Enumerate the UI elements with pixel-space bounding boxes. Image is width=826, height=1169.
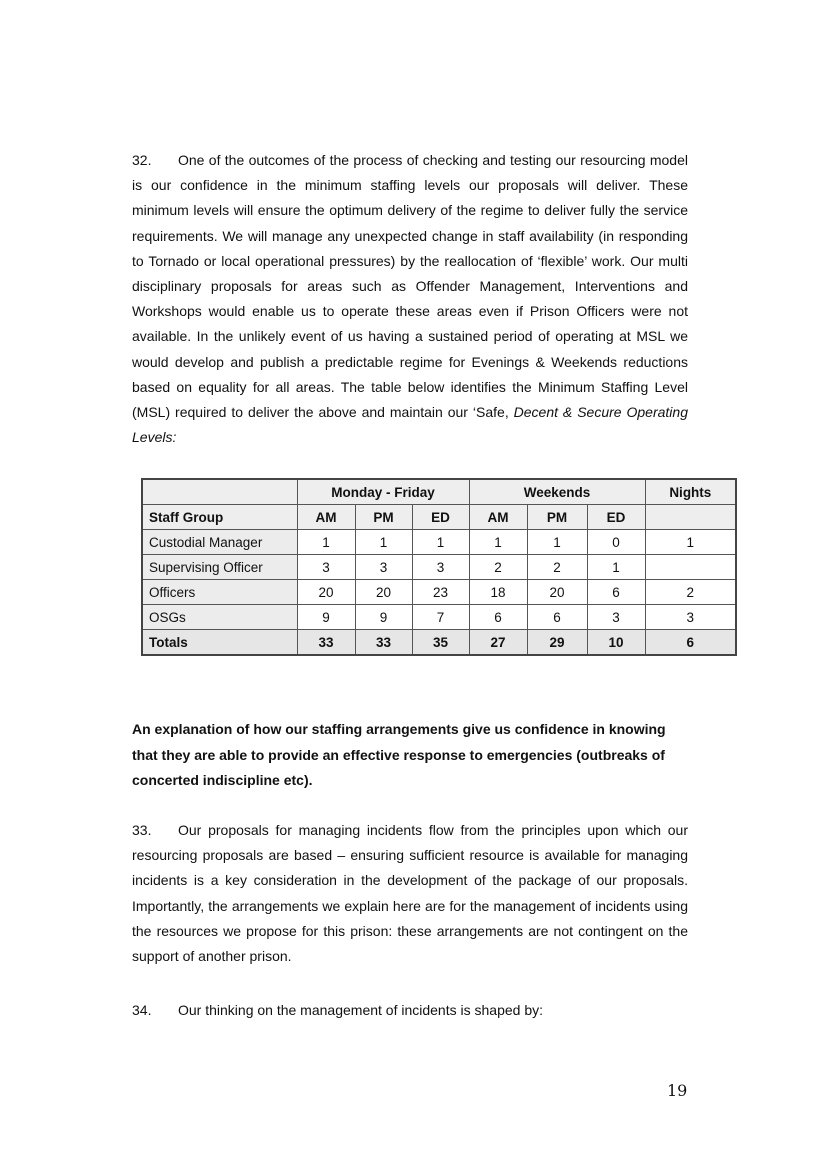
staffing-table [141, 478, 737, 656]
paragraph-34 [132, 998, 688, 1023]
header-weekend-ed: ED [587, 505, 645, 530]
paragraph-number: 32. [132, 152, 152, 168]
table-cell-label: Custodial Manager [142, 530, 297, 555]
header-weekday-pm: PM [355, 505, 412, 530]
paragraph-32 [132, 148, 688, 450]
paragraph-number: 34. [132, 1002, 152, 1018]
totals-cell: 33 [297, 630, 355, 656]
table-cell-label: Officers [142, 580, 297, 605]
table-cell: 1 [469, 530, 527, 555]
table-cell: 3 [297, 555, 355, 580]
table-cell: 7 [412, 605, 469, 630]
page-number: 19 [667, 1081, 688, 1100]
table-cell: 23 [412, 580, 469, 605]
paragraph-end: : [172, 429, 177, 446]
table-cell: 3 [645, 605, 736, 630]
table-cell: 9 [297, 605, 355, 630]
table-cell: 2 [469, 555, 527, 580]
table-cell: 20 [527, 580, 587, 605]
header-weekend-am: AM [469, 505, 527, 530]
table-cell-label: OSGs [142, 605, 297, 630]
totals-cell: 27 [469, 630, 527, 656]
header-nights: Nights [645, 479, 736, 505]
table-cell: 18 [469, 580, 527, 605]
table-row [142, 580, 736, 605]
table-cell: 1 [412, 530, 469, 555]
totals-cell: 6 [645, 630, 736, 656]
header-staff-group: Staff Group [142, 505, 297, 530]
table-cell: 1 [527, 530, 587, 555]
table-cell: 6 [469, 605, 527, 630]
header-weekday-ed: ED [412, 505, 469, 530]
totals-cell: 10 [587, 630, 645, 656]
table-cell: 1 [355, 530, 412, 555]
totals-label: Totals [142, 630, 297, 656]
table-cell-label: Supervising Officer [142, 555, 297, 580]
table-cell: 1 [645, 530, 736, 555]
emphasis-text: Decent & Secure Operating Levels [132, 404, 688, 446]
table-corner-cell [142, 479, 297, 505]
header-weekends: Weekends [469, 479, 645, 505]
table-cell: 0 [587, 530, 645, 555]
section-heading: An explanation of how our staffing arrangements give us confidence in knowing that they are able to provide an effective response to emergencies (outbreaks of concerted indiscipline etc). [132, 721, 666, 788]
totals-cell: 35 [412, 630, 469, 656]
totals-cell: 33 [355, 630, 412, 656]
table-cell: 1 [587, 555, 645, 580]
paragraph-number: 33. [132, 822, 152, 838]
table-cell: 2 [645, 580, 736, 605]
table-row [142, 555, 736, 580]
table-cell: 1 [297, 530, 355, 555]
table-cell: 2 [527, 555, 587, 580]
paragraph-text: Our thinking on the management of incidents is shaped by: [178, 1002, 543, 1018]
table-cell: 6 [527, 605, 587, 630]
header-weekend-pm: PM [527, 505, 587, 530]
table-cell: 3 [412, 555, 469, 580]
paragraph-text: One of the outcomes of the process of checking and testing our resourcing model is our confidence in the minimum staffing levels our proposals will deliver. These minimum levels will ensure the optimum delivery of the regime to deliver fully the service requirements. We will manage any unexpected change in staff availability (in responding to Tornado or local operational pressures) by the reallocation of ‘flexible’ work. Our multi disciplinary proposals for areas such as Offender Management, Interventions and Workshops would enable us to operate these areas even if Prison Officers were not available. In the unlikely event of us having a sustained period of operating at MSL we would develop and publish a predictable regime for Evenings & Weekends reductions based on equality for all areas. The table below identifies the Minimum Staffing Level (MSL) required to deliver the above and maintain our ‘Safe, [132, 152, 688, 421]
paragraph-text: Our proposals for managing incidents flow from the principles upon which our resourcing proposals are based – ensuring sufficient resource is available for managing incidents is a key consideration in the development of the package of our proposals. Importantly, the arrangements we explain here are for the management of incidents using the resources we propose for this prison: these arrangements are not contingent on the support of another prison. [132, 822, 688, 965]
header-monday-friday: Monday - Friday [297, 479, 469, 505]
table-cell: 20 [355, 580, 412, 605]
header-nights-blank [645, 505, 736, 530]
table-sub-header-row [142, 505, 736, 530]
table-cell: 3 [355, 555, 412, 580]
totals-cell: 29 [527, 630, 587, 656]
table-cell: 3 [587, 605, 645, 630]
table-row [142, 605, 736, 630]
table-cell: 6 [587, 580, 645, 605]
table-row [142, 530, 736, 555]
table-cell: 20 [297, 580, 355, 605]
table-totals-row [142, 630, 736, 656]
table-group-header-row [142, 479, 736, 505]
table-cell [645, 555, 736, 580]
header-weekday-am: AM [297, 505, 355, 530]
table-cell: 9 [355, 605, 412, 630]
paragraph-33 [132, 818, 688, 969]
